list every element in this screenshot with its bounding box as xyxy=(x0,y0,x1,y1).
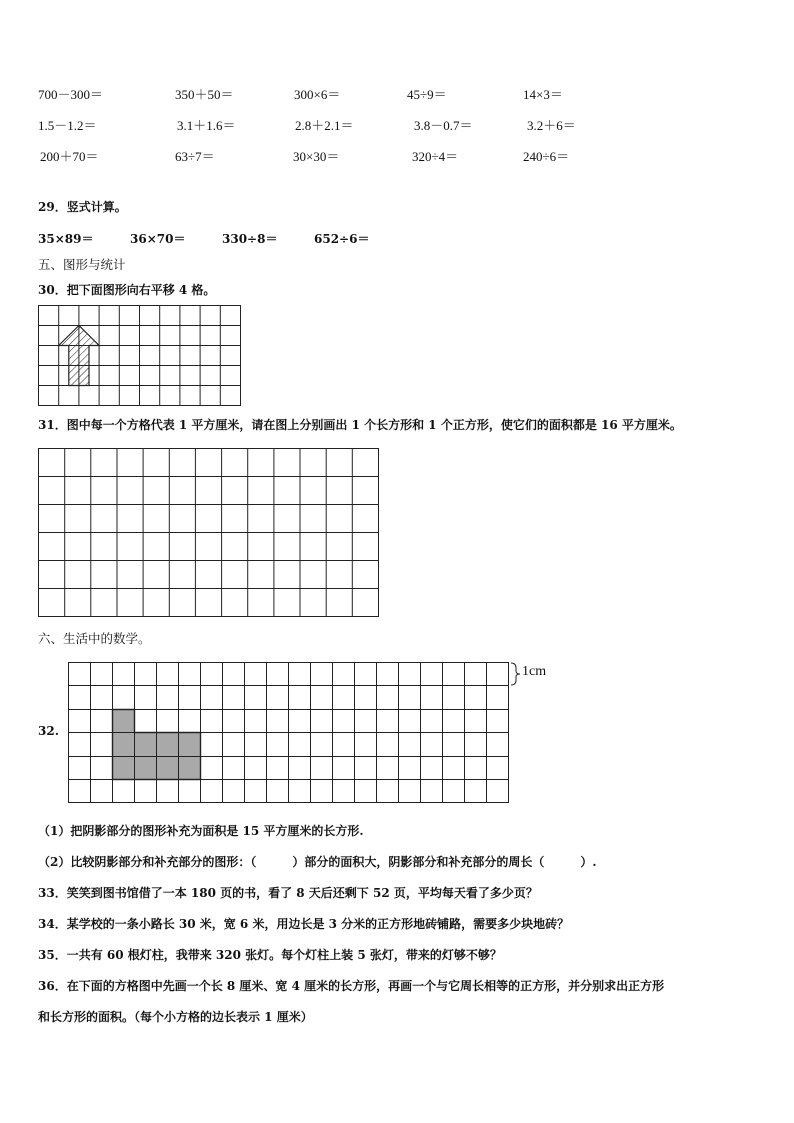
q33-text: 33．笑笑到图书馆借了一本 180 页的书，看了 8 天后还剩下 52 页，平均每天看了多少页？ xyxy=(38,886,538,900)
section-title: 五、图形与统计 xyxy=(38,257,126,272)
calc-item: 14×3＝ xyxy=(523,87,563,102)
calc-item: 45÷9＝ xyxy=(407,87,447,102)
calc-item: 3.2＋6＝ xyxy=(527,118,576,133)
calc-item: 3.8－0.7＝ xyxy=(414,118,473,133)
calc-item: 700－300＝ xyxy=(38,87,104,102)
calc-item: 300×6＝ xyxy=(294,87,341,102)
calc-item: 200＋70＝ xyxy=(40,149,99,164)
section-title: 六、生活中的数学。 xyxy=(38,631,151,646)
q31-grid xyxy=(38,448,380,618)
q36-line1: 36．在下面的方格图中先画一个长 8 厘米、宽 4 厘米的长方形，再画一个与它周长相等的正方形，并分别求出正方形 xyxy=(38,979,665,993)
q30-grid xyxy=(38,305,242,407)
q32-grid xyxy=(68,662,510,804)
q29-item: 330÷8＝ xyxy=(222,232,278,246)
q29-item: 36×70＝ xyxy=(130,232,186,246)
q32-number: 32. xyxy=(38,724,59,738)
q35-text: 35．一共有 60 根灯柱，我带来 320 张灯。每个灯柱上装 5 张灯，带来的灯够不够？ xyxy=(38,948,502,962)
arrow-shape xyxy=(59,326,99,386)
calc-item: 320÷4＝ xyxy=(412,149,459,164)
q29-title: 29．竖式计算。 xyxy=(38,200,127,214)
q30-text: 30．把下面图形向右平移 4 格。 xyxy=(38,283,216,297)
calc-item: 1.5－1.2＝ xyxy=(38,118,97,133)
q34-text: 34．某学校的一条小路长 30 米，宽 6 米，用边长是 3 分米的正方形地砖铺路，需要多少块地砖？ xyxy=(38,917,570,931)
q29-item: 35×89＝ xyxy=(38,232,94,246)
q32-sub2: （2）比较阴影部分和补充部分的图形：（ ）部分的面积大，阴影部分和补充部分的周长（ ）. xyxy=(38,855,597,869)
q36-line2: 和长方形的面积。（每个小方格的边长表示 1 厘米） xyxy=(38,1010,313,1024)
calc-item: 3.1＋1.6＝ xyxy=(177,118,236,133)
q29-item: 652÷6＝ xyxy=(314,232,370,246)
q31-text: 31．图中每一个方格代表 1 平方厘米，请在图上分别画出 1 个长方形和 1 个正方形，使它们的面积都是 16 平方厘米。 xyxy=(38,418,682,432)
q32-sub1: （1）把阴影部分的图形补充为面积是 15 平方厘米的长方形. xyxy=(38,824,364,838)
calc-item: 63÷7＝ xyxy=(175,149,215,164)
calc-item: 240÷6＝ xyxy=(523,149,570,164)
brace-icon xyxy=(511,663,520,685)
unit-label: 1cm xyxy=(522,664,547,679)
calc-item: 2.8＋2.1＝ xyxy=(295,118,354,133)
calc-item: 350＋50＝ xyxy=(175,87,234,102)
calc-item: 30×30＝ xyxy=(293,149,340,164)
